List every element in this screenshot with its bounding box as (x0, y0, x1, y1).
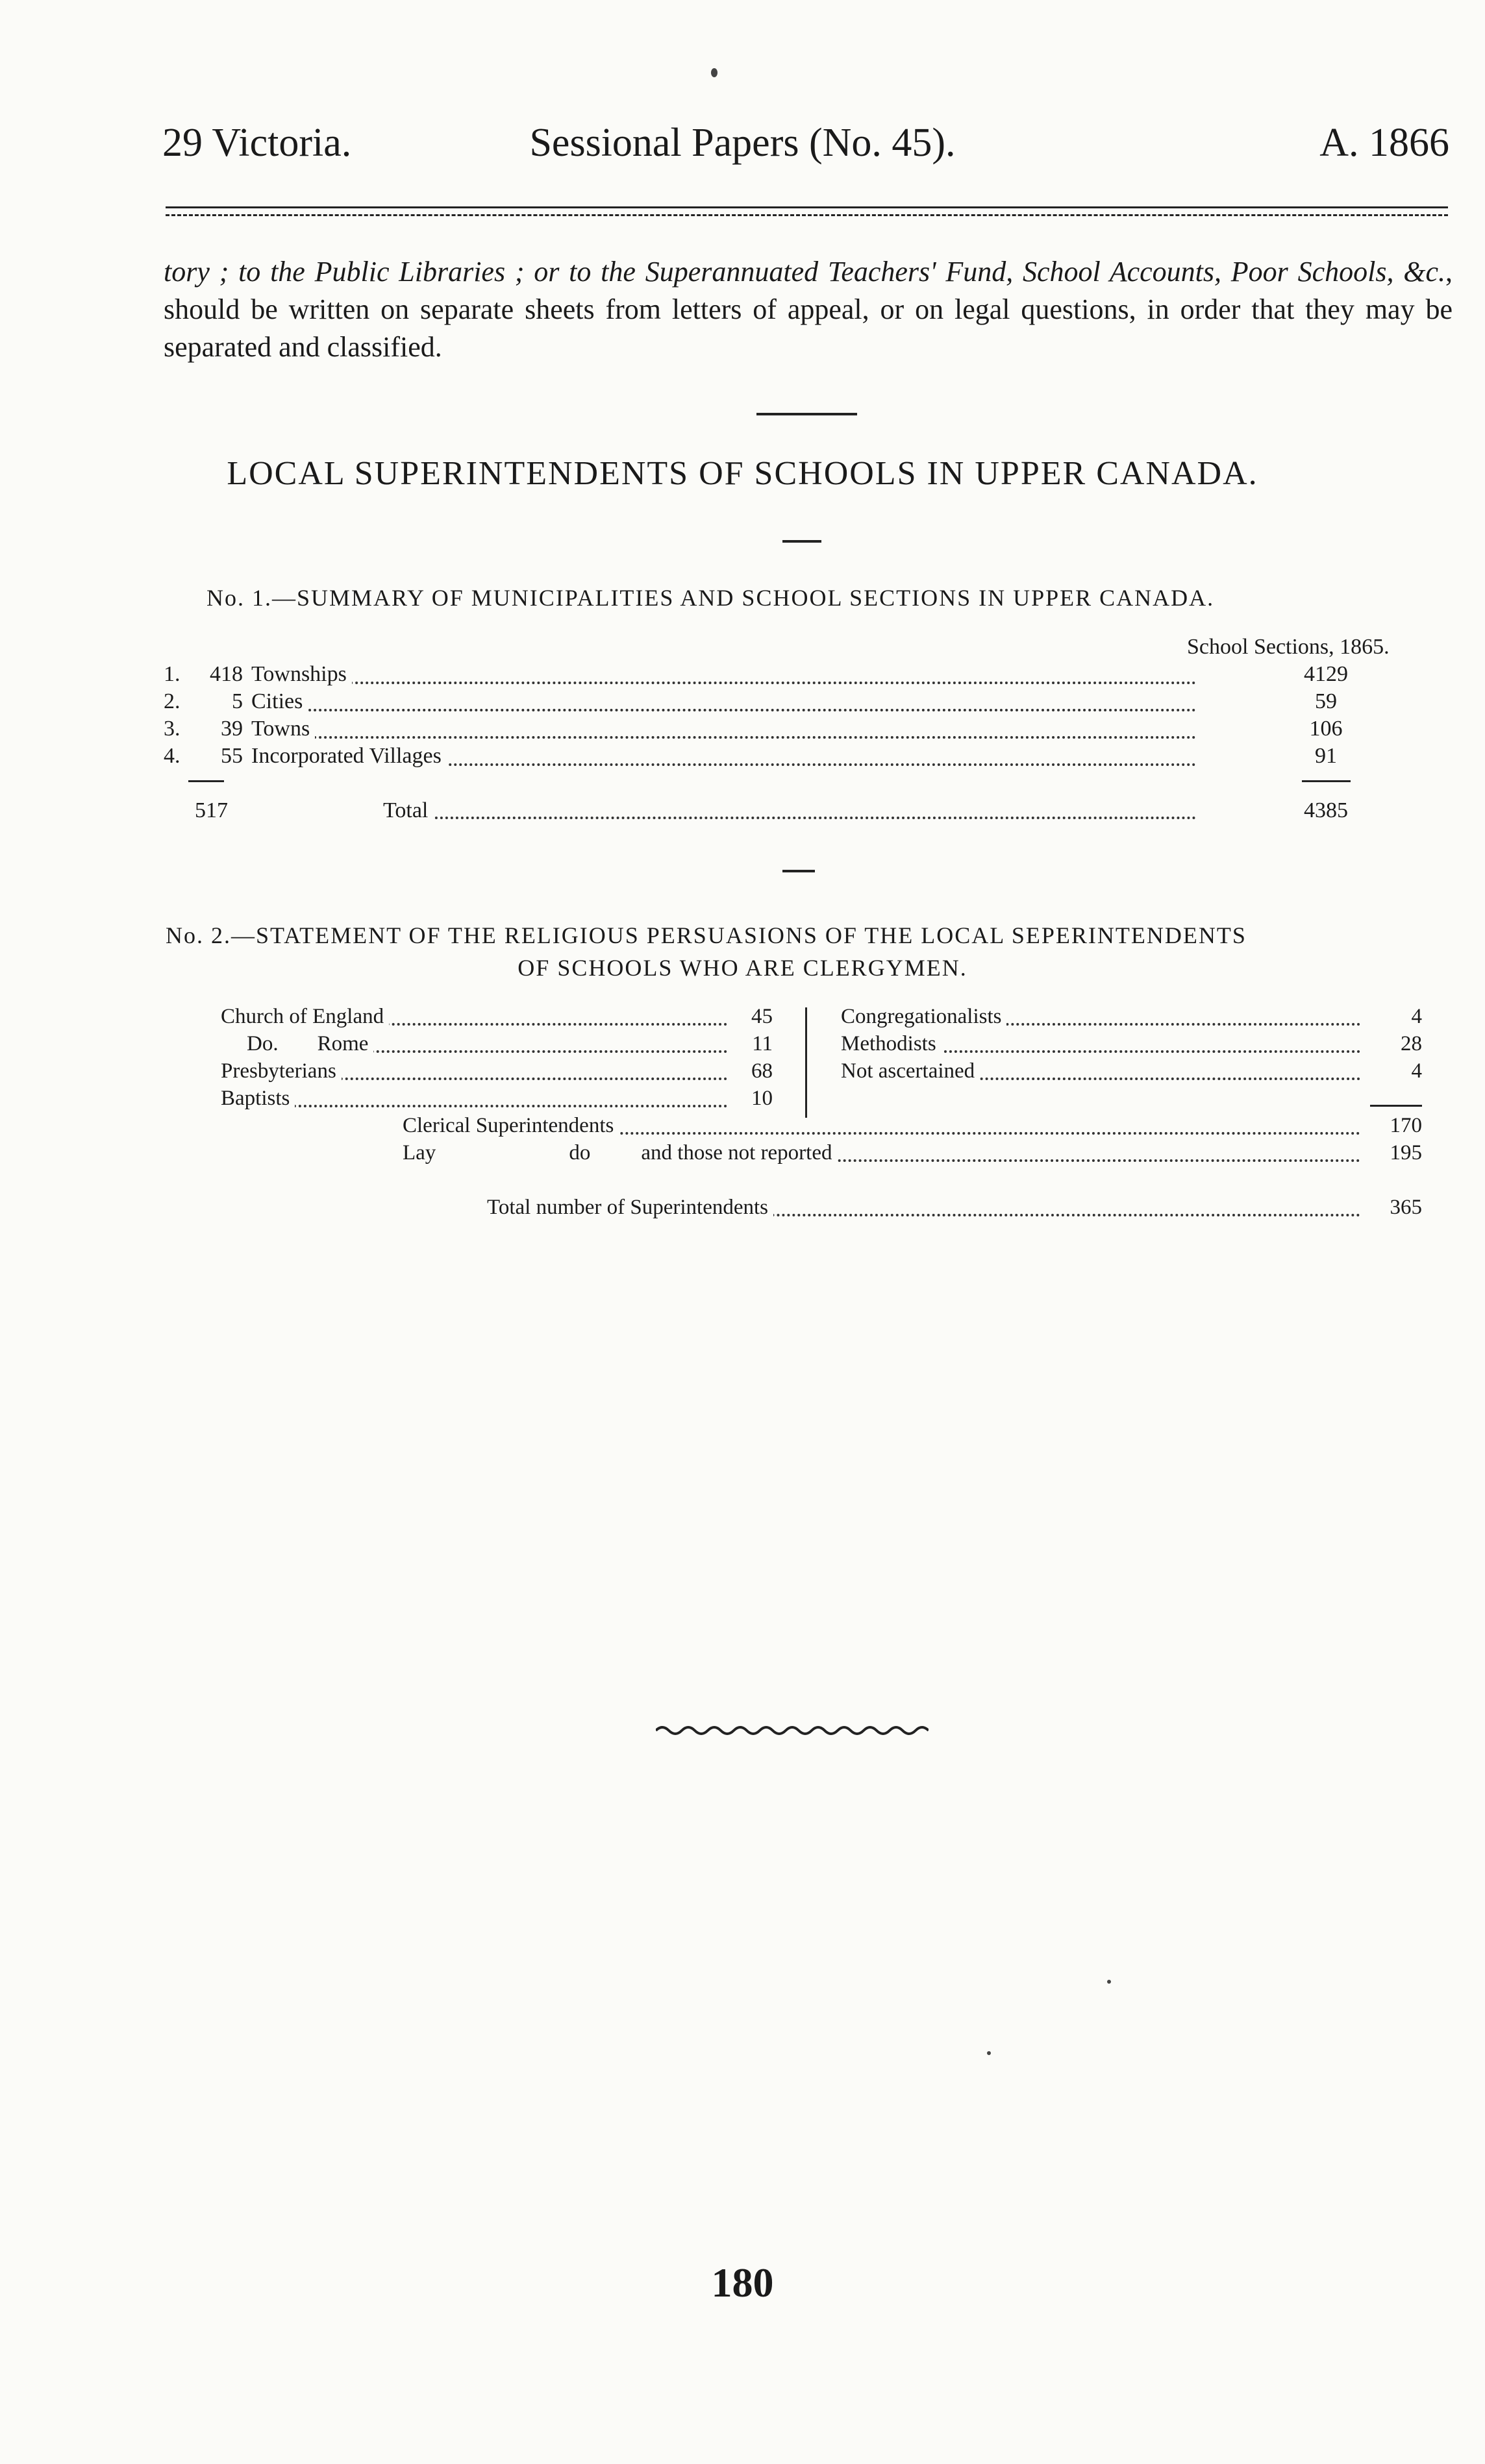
total-label: Total number of Superintendents (487, 1196, 773, 1219)
table2-heading-line1: No. 2.—STATEMENT OF THE RELIGIOUS PERSUASIONS OF THE LOCAL SEPERINTENDENTS (166, 922, 1247, 948)
row-label: Incorporated Villages (251, 744, 447, 768)
lay-do: do (569, 1141, 641, 1164)
table1-column-header: School Sections, 1865. (1187, 635, 1390, 659)
row-num: 4. (164, 744, 181, 768)
row-label: Do. (247, 1032, 318, 1055)
row-label: Cities (251, 689, 308, 713)
header-rule-top (166, 206, 1448, 208)
row-value: 45 (751, 1005, 773, 1028)
table2-left-row (221, 1087, 727, 1114)
lay-rest: and those not reported (641, 1141, 837, 1164)
total-row (487, 1196, 1360, 1223)
row-label: Presbyterians (221, 1059, 342, 1083)
row-value: 91 (1315, 744, 1337, 768)
row-label: Methodists (841, 1032, 942, 1055)
row-label: Church of England (221, 1005, 389, 1028)
separator-dash (782, 540, 821, 543)
row-num: 1. (164, 662, 181, 686)
row-value: 59 (1315, 689, 1337, 713)
row-value: 106 (1309, 717, 1343, 741)
section-title: LOCAL SUPERINTENDENTS OF SCHOOLS IN UPPER CANADA. (227, 455, 1258, 492)
table2-heading-line2: OF SCHOOLS WHO ARE CLERGYMEN. (518, 955, 967, 981)
sum-rule (1370, 1105, 1422, 1107)
page-number: 180 (711, 2260, 774, 2306)
total-rule-right (1302, 780, 1351, 782)
row-label: Towns (251, 717, 315, 741)
row-label: Not ascertained (841, 1059, 980, 1083)
clerical-label: Clerical Superintendents (403, 1114, 619, 1137)
row-count: 5 (232, 689, 243, 713)
table1-row (164, 744, 1196, 771)
lay-label: Lay (403, 1141, 569, 1164)
row-label: Baptists (221, 1087, 295, 1110)
row-count: 418 (210, 662, 243, 686)
header-left: 29 Victoria. (162, 121, 352, 165)
ink-speck (987, 2051, 991, 2055)
table1-total-count: 517 (195, 798, 228, 822)
table1-heading: No. 1.—SUMMARY OF MUNICIPALITIES AND SCHOOL SECTIONS IN UPPER CANADA. (206, 585, 1215, 611)
table1-row (164, 717, 1196, 744)
separator-dash-2 (782, 870, 815, 872)
table1-total-value: 4385 (1304, 798, 1348, 822)
lay-row (403, 1141, 1360, 1168)
separator-rule (756, 413, 857, 415)
row-value: 4 (1411, 1059, 1422, 1083)
row-value: 10 (751, 1087, 773, 1110)
row-label: Congregationalists (841, 1005, 1006, 1028)
row-value: 4129 (1304, 662, 1348, 686)
table1-total-label: Total (383, 798, 433, 822)
ink-speck (711, 68, 718, 77)
row-count: 55 (221, 744, 243, 768)
row-value: 28 (1401, 1032, 1422, 1055)
intro-italic: tory ; to the Public Libraries ; or to the Superannuated Teachers' Fund, School Accounts, Poor Schools, &c. (164, 256, 1445, 288)
table2-left-row (221, 1059, 727, 1087)
table1-total-row (383, 798, 1196, 826)
header-right: A. 1866 (1319, 121, 1449, 165)
total-value: 365 (1390, 1196, 1422, 1219)
row-label: Townships (251, 662, 352, 686)
header-rule-bottom (166, 214, 1448, 216)
table2-left-row (247, 1032, 727, 1059)
lay-value: 195 (1390, 1141, 1422, 1164)
table2-left-row (221, 1005, 727, 1032)
table2-right-row (841, 1059, 1360, 1087)
table2-right-row (841, 1005, 1360, 1032)
ink-speck (1107, 1980, 1111, 1984)
column-divider (805, 1007, 807, 1118)
header-center: Sessional Papers (No. 45). (529, 121, 956, 165)
row-count: 39 (221, 717, 243, 741)
row-num: 2. (164, 689, 181, 713)
row-value: 68 (751, 1059, 773, 1083)
intro-paragraph (164, 253, 1453, 366)
table1-row (164, 689, 1196, 717)
intro-text: , should be written on separate sheets from letters of appeal, or on legal questions, in order that they may be separated and classified. (164, 256, 1453, 363)
total-rule-left (188, 780, 224, 782)
row-value: 4 (1411, 1005, 1422, 1028)
clerical-value: 170 (1390, 1114, 1422, 1137)
wavy-ornament (656, 1721, 929, 1737)
row-num: 3. (164, 717, 181, 741)
row-value: 11 (752, 1032, 773, 1055)
table2-right-row (841, 1032, 1360, 1059)
clerical-row (403, 1114, 1360, 1141)
table1-row (164, 662, 1196, 689)
row-label2: Rome (318, 1032, 374, 1055)
